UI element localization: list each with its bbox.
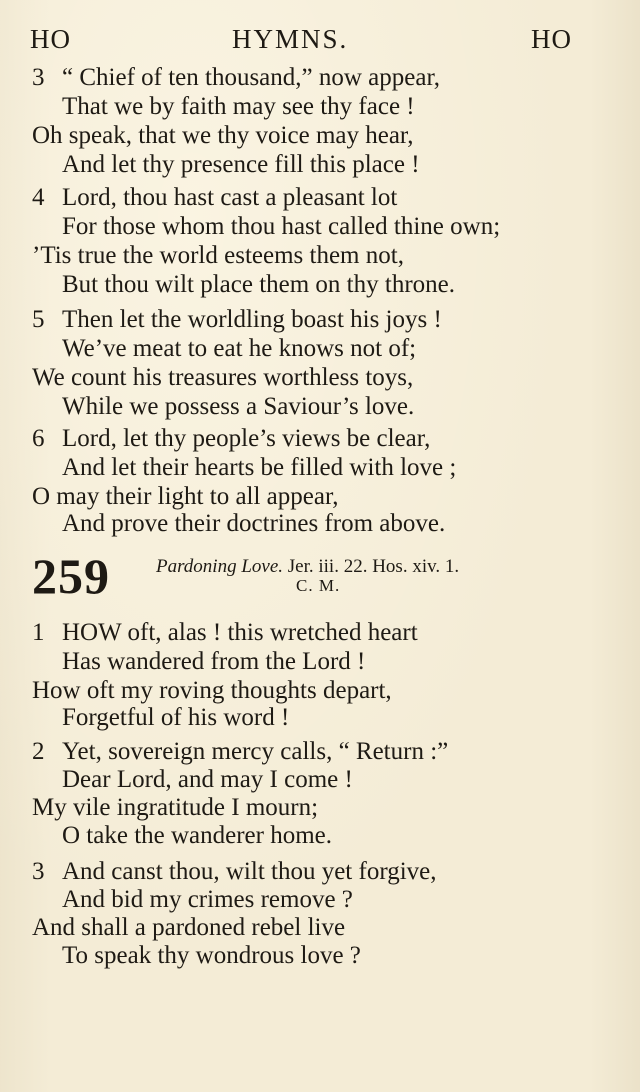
stanza-line: That we by faith may see thy face !: [62, 93, 415, 120]
hymn-title: Pardoning Love.: [156, 556, 284, 577]
hymn-number: 259: [32, 548, 110, 604]
stanza-line: And let their hearts be filled with love ;: [62, 454, 457, 481]
stanza-line: While we possess a Saviour’s love.: [62, 393, 415, 420]
stanza-number: 4: [32, 184, 45, 211]
stanza-number: 6: [32, 425, 45, 452]
stanza-line: Forgetful of his word !: [62, 704, 290, 731]
stanza-line: My vile ingratitude I mourn;: [32, 794, 319, 821]
hymn-title-line: [156, 556, 459, 578]
running-head-right: HO: [531, 24, 572, 54]
stanza-line: And let thy presence fill this place !: [62, 151, 420, 178]
stanza-number: 5: [32, 306, 45, 333]
hymn-meter: C. M.: [296, 576, 341, 595]
stanza-line: For those whom thou hast called thine own;: [62, 213, 501, 240]
stanza-line: O may their light to all appear,: [32, 483, 339, 510]
stanza-line: 2 Yet, sovereign mercy calls, “ Return :”: [32, 738, 449, 765]
stanza-line: 4 Lord, thou hast cast a pleasant lot: [32, 184, 398, 211]
stanza-line: Oh speak, that we thy voice may hear,: [32, 122, 414, 149]
stanza-line: O take the wanderer home.: [62, 822, 333, 849]
stanza-line: But thou wilt place them on thy throne.: [62, 271, 455, 298]
scripture-references: Jer. iii. 22. Hos. xiv. 1.: [287, 556, 460, 577]
stanza-line: To speak thy wondrous love ?: [62, 942, 361, 969]
running-head-title: HYMNS.: [232, 24, 349, 54]
stanza-line: We count his treasures worthless toys,: [32, 364, 414, 391]
stanza-line: ’Tis true the world esteems them not,: [32, 242, 404, 269]
stanza-number: 2: [32, 738, 45, 765]
stanza-line: And prove their doctrines from above.: [62, 510, 446, 537]
stanza-line: 5 Then let the worldling boast his joys !: [32, 306, 442, 333]
stanza-number: 3: [32, 858, 45, 885]
stanza-line: Dear Lord, and may I come !: [62, 766, 353, 793]
stanza-line: And bid my crimes remove ?: [62, 886, 353, 913]
stanza-number: 1: [32, 619, 45, 646]
stanza-line: And shall a pardoned rebel live: [32, 914, 346, 941]
running-head-left: HO: [30, 24, 71, 54]
stanza-line: Has wandered from the Lord !: [62, 648, 366, 675]
stanza-line: How oft my roving thoughts depart,: [32, 677, 392, 704]
running-head: [30, 22, 572, 56]
stanza-line: 6 Lord, let thy people’s views be clear,: [32, 425, 431, 452]
stanza-line: 3 “ Chief of ten thousand,” now appear,: [32, 64, 441, 91]
stanza-line: We’ve meat to eat he knows not of;: [62, 335, 417, 362]
stanza-number: 3: [32, 64, 45, 91]
stanza-line: 1 HOW oft, alas ! this wretched heart: [32, 619, 418, 646]
stanza-line: 3 And canst thou, wilt thou yet forgive,: [32, 858, 437, 885]
